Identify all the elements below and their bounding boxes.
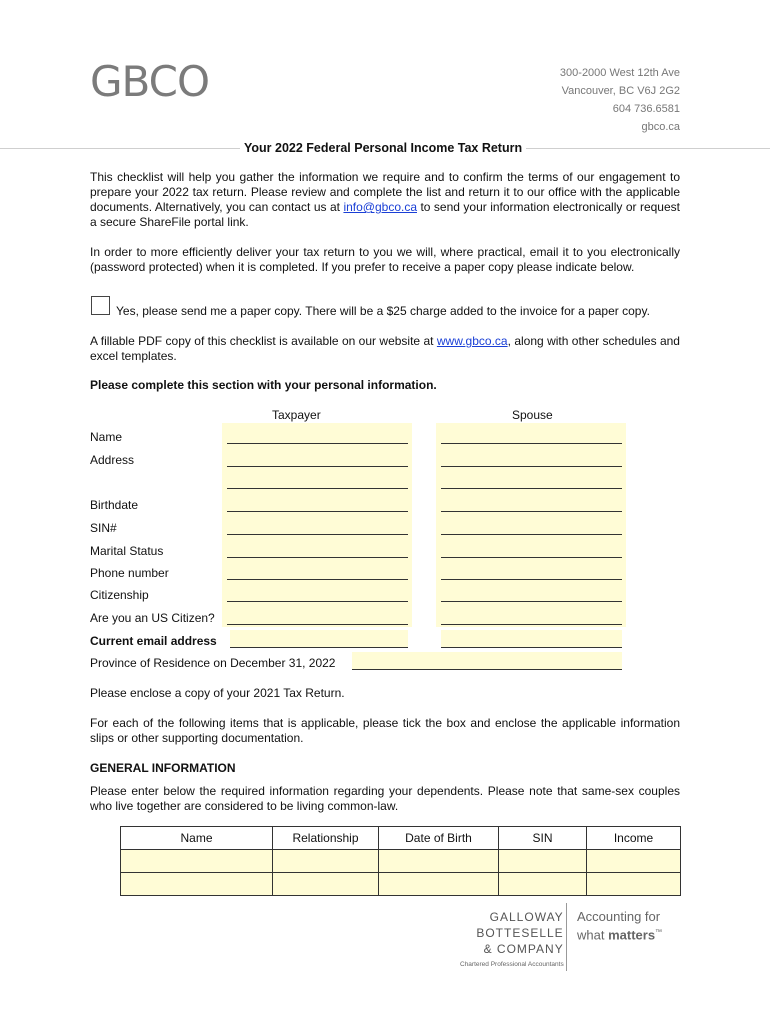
personal-section-heading: Please complete this section with your personal information.	[90, 378, 437, 392]
trademark-symbol: ™	[655, 929, 663, 936]
paper-copy-label: Yes, please send me a paper copy. There will be a $25 charge added to the invoice for a paper copy.	[116, 304, 650, 318]
company-address	[560, 64, 680, 136]
spouse-sin-field[interactable]	[441, 517, 622, 535]
spouse-birthdate-field[interactable]	[441, 494, 622, 512]
province-field[interactable]	[352, 652, 622, 670]
taxpayer-us-citizen-field[interactable]	[227, 607, 408, 625]
taxpayer-address-field[interactable]	[227, 449, 408, 467]
tagline-line-2	[577, 925, 662, 943]
dependents-table	[120, 826, 681, 896]
dependent-name-cell[interactable]	[121, 873, 273, 896]
column-header-sin: SIN	[499, 827, 587, 850]
taxpayer-column-header: Taxpayer	[272, 408, 321, 422]
footer-tagline	[577, 909, 662, 943]
spouse-citizenship-field[interactable]	[441, 584, 622, 602]
fillable-text-end: , along with other schedules and excel templates.	[90, 334, 680, 363]
spouse-marital-status-field[interactable]	[441, 540, 622, 558]
tagline-bold-text: matters	[608, 927, 656, 943]
spouse-name-field[interactable]	[441, 426, 622, 444]
column-header-relationship: Relationship	[273, 827, 379, 850]
dependent-sin-cell[interactable]	[499, 873, 587, 896]
intro-paragraph	[90, 170, 680, 230]
fillable-text: A fillable PDF copy of this checklist is available on our website at	[90, 334, 437, 348]
spouse-column-header: Spouse	[512, 408, 553, 422]
tick-instructions: For each of the following items that is applicable, please tick the box and enclose the applicable information slips or other supporting documentation.	[90, 716, 680, 745]
website-link[interactable]: www.gbco.ca	[436, 334, 508, 348]
spouse-phone-field[interactable]	[441, 562, 622, 580]
column-header-date-of-birth: Date of Birth	[379, 827, 499, 850]
tagline-text: what	[577, 927, 609, 943]
taxpayer-birthdate-field[interactable]	[227, 494, 408, 512]
taxpayer-citizenship-field[interactable]	[227, 584, 408, 602]
paper-copy-checkbox[interactable]	[91, 296, 110, 315]
spouse-email-field[interactable]	[441, 630, 622, 648]
dependent-dob-cell[interactable]	[379, 873, 499, 896]
website-line: gbco.ca	[641, 121, 680, 133]
dependent-income-cell[interactable]	[587, 873, 681, 896]
province-label: Province of Residence on December 31, 2022	[90, 656, 336, 670]
us-citizen-label: Are you an US Citizen?	[90, 611, 215, 625]
address-label: Address	[90, 453, 135, 467]
table-header-row	[121, 827, 681, 850]
spouse-address-field[interactable]	[441, 449, 622, 467]
fillable-pdf-note	[90, 334, 680, 364]
spouse-us-citizen-field[interactable]	[441, 607, 622, 625]
phone-line: 604 736.6581	[612, 103, 680, 115]
dependent-income-cell[interactable]	[587, 850, 681, 873]
dependent-sin-cell[interactable]	[499, 850, 587, 873]
address-line: 300-2000 West 12th Ave	[559, 67, 680, 79]
dependent-dob-cell[interactable]	[379, 850, 499, 873]
firm-name-line: & COMPANY	[483, 942, 564, 956]
taxpayer-phone-field[interactable]	[227, 562, 408, 580]
tagline-line-1: Accounting for	[577, 909, 661, 924]
firm-name-line: BOTTESELLE	[476, 926, 564, 940]
dependent-relationship-cell[interactable]	[273, 873, 379, 896]
intro-text: This checklist will help you gather the information we require and to confirm the terms of our engagement to prepare your 2022 tax return. Please review and complete the list and return it to our office with the applicable documents. Alternatively, you can contact us at	[90, 170, 680, 214]
email-link[interactable]: info@gbco.ca	[343, 200, 417, 214]
birthdate-label: Birthdate	[90, 498, 139, 512]
citizenship-label: Citizenship	[90, 588, 149, 602]
dependents-note: Please enter below the required information regarding your dependents. Please note that same-sex couples who live together are considered to be living common-law.	[90, 784, 680, 813]
table-row	[121, 850, 681, 873]
footer-divider	[566, 903, 567, 971]
document-title: Your 2022 Federal Personal Income Tax Return	[240, 140, 526, 156]
delivery-note: In order to more efficiently deliver your tax return to you we will, where practical, email it to you electronically (password protected) when it is completed. If you prefer to receive a paper copy please indicate below.	[90, 245, 680, 274]
taxpayer-address-line2-field[interactable]	[227, 471, 408, 489]
intro-text-end: to send your information electronically or request a secure ShareFile portal link.	[90, 200, 680, 229]
taxpayer-email-field[interactable]	[230, 630, 408, 648]
enclose-return-note: Please enclose a copy of your 2021 Tax Return.	[90, 686, 345, 700]
name-label: Name	[90, 430, 123, 444]
firm-designation: Chartered Professional Accountants	[460, 961, 564, 968]
spouse-address-line2-field[interactable]	[441, 471, 622, 489]
sin-label: SIN#	[90, 521, 117, 535]
address-line: Vancouver, BC V6J 2G2	[561, 85, 680, 97]
footer-firm-logo	[460, 909, 564, 973]
dependent-relationship-cell[interactable]	[273, 850, 379, 873]
firm-name-line: GALLOWAY	[489, 910, 564, 924]
phone-label: Phone number	[90, 566, 169, 580]
taxpayer-marital-status-field[interactable]	[227, 540, 408, 558]
dependent-name-cell[interactable]	[121, 850, 273, 873]
column-header-income: Income	[587, 827, 681, 850]
taxpayer-name-field[interactable]	[227, 426, 408, 444]
taxpayer-sin-field[interactable]	[227, 517, 408, 535]
table-row	[121, 873, 681, 896]
marital-status-label: Marital Status	[90, 544, 164, 558]
email-label: Current email address	[90, 634, 217, 648]
general-info-heading: GENERAL INFORMATION	[90, 761, 236, 775]
gbco-logo: GBCO	[90, 57, 210, 106]
column-header-name: Name	[121, 827, 273, 850]
